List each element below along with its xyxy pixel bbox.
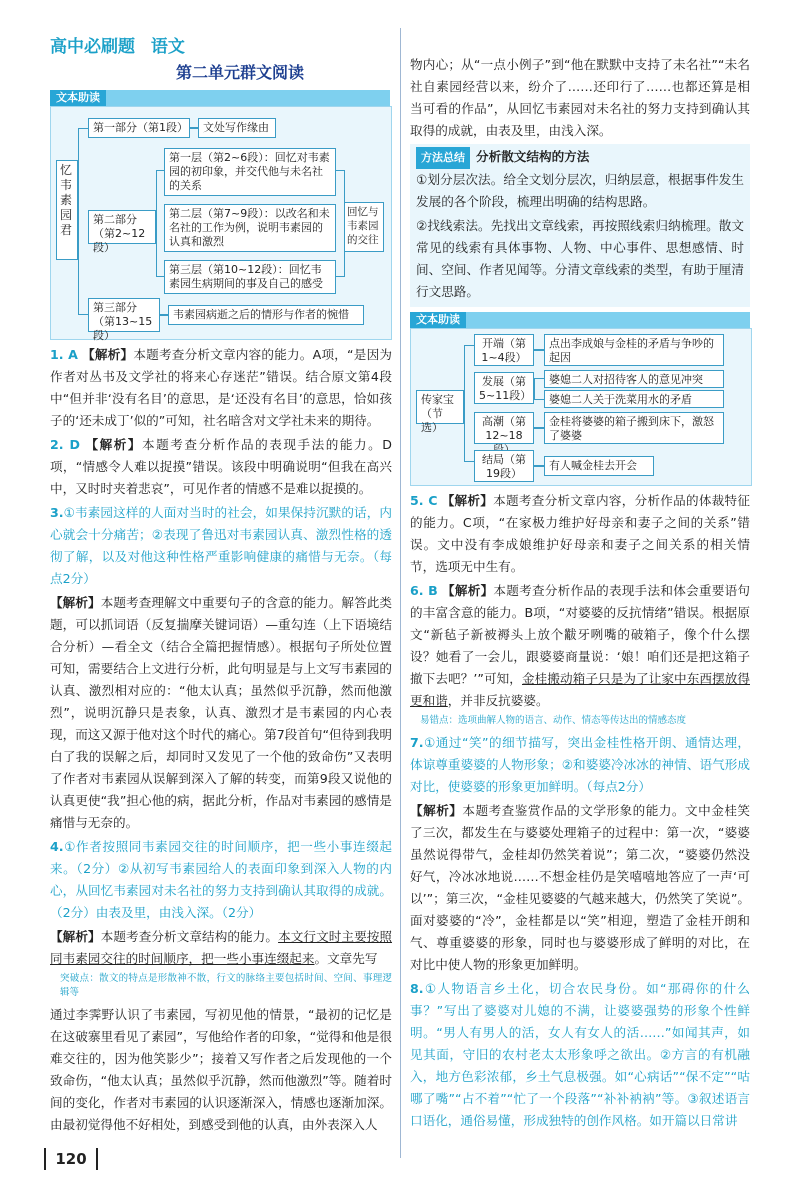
left-answers bbox=[50, 344, 392, 1138]
layer3: 第三层（第10~12段）：回忆韦素园生病期间的事及自己的感受 bbox=[164, 260, 336, 294]
connector bbox=[534, 427, 544, 429]
connector bbox=[190, 127, 198, 129]
layer2: 第二层（第7~9段）：以改名和未名社的工作为例，说明韦素园的认真和激烈 bbox=[164, 204, 336, 252]
analysis-7: 【解析】本题考查鉴赏作品的文学形象的能力。文中金桂笑了三次，都发生在与婆婆处理箱子的过程中：第一次，“婆婆虽然说得带气，金桂却仍然笑着说”；第二次，“婆婆仍然没好气，冷冰冰地说……不想金桂仍是笑嘻嘻地答应了一声‘可以’”；第三次，“金桂见婆婆的气越来越大，仍然笑了笑说”。面对婆婆的“冷”，金桂都是以“笑”相迎，塑造了金桂开朗和气、尊重婆婆的形象，同时也与婆婆形成了鲜明的对比，在对比中使人物的形象更加鲜明。 bbox=[410, 803, 751, 972]
node-opening: 开端（第1~4段） bbox=[474, 334, 534, 366]
connector bbox=[534, 465, 544, 467]
analysis-4-end: 物内心；从“一点小例子”到“他在默默中支持了未名社”“未名社自素园经营以来，纷介了……还印行了……也都还算是相当可看的作品”，从回忆韦素园对未名社的努力支持到确认其取得的成就，由表及里，由浅入深。 bbox=[410, 57, 750, 138]
tag-text-guide: 文本助读 bbox=[410, 312, 466, 328]
part3-label: 第三部分（第13~15段） bbox=[88, 298, 160, 332]
answer-7: 7.①通过“笑”的细节描写，突出金桂性格开朗、通情达理，体谅尊重婆婆的人物形象；②和婆婆冷冰冰的神情、语气形成对比，使婆婆的形象更加鲜明。（每点2分） bbox=[410, 735, 750, 794]
node-development-desc2: 婆媳二人关于洗菜用水的矛盾 bbox=[544, 390, 724, 408]
tag-text-guide: 文本助读 bbox=[50, 90, 106, 106]
map-root: 传家宝（节选） bbox=[416, 390, 464, 424]
node-ending-desc: 有人喊金桂去开会 bbox=[544, 456, 654, 476]
answer-3: 3.①韦素园这样的人面对当时的社会，如果保持沉默的话，内心就会十分痛苦；②表现了鲁迅对韦素园认真、激烈性格的透彻了解，以及对他这种性格严重影响健康的痛惜与无奈。（每点2分） bbox=[50, 505, 392, 586]
part1-label: 第一部分（第1段） bbox=[88, 118, 190, 138]
part3-desc: 韦素园病逝之后的情形与作者的惋惜 bbox=[168, 305, 364, 325]
answer-4: 4.①作者按照同韦素园交往的时间顺序，把一些小事连缀起来。（2分）②从初写韦素园给人的表面印象到深入人物的内心，从回忆韦素园对未名社的努力支持到确认其取得的成就。（2分）由表及里，由浅入深。（2分） bbox=[50, 839, 392, 920]
analysis-4-cont: 通过李霁野认识了韦素园，写初见他的情景，“最初的记忆是在这破寨里看见了素园”，写他给作者的印象，“觉得和他是很难交往的，因为他笑影少”；接着又写作者之后发现他的一个致命伤，“他太认真；虽然似乎沉静，然而他激烈”等。随着时间的变化，作者对韦素园的认识逐渐深入，情感也逐渐加深。由最初觉得他不好相处，到感受到他的认真，由外表深入人 bbox=[50, 1007, 392, 1132]
analysis-4: 【解析】本题考查分析文章结构的能力。本文行文时主要按照同韦素园交往的时间顺序，把一些小事连缀起来。文章先写 bbox=[50, 929, 393, 966]
unit-title: 第二单元群文阅读 bbox=[175, 63, 304, 82]
analysis-3: 【解析】本题考查理解文中重要句子的含意的能力。解答此类题，可以抓词语（反复揣摩关键词语）—重勾连（上下语境结合分析）—看全文（结合全篇把握情感）。根据句子所处位置可知，需要结合上文进行分析，此句明显是与上文写韦素园的认真、激烈相对应的：“他太认真；虽然似乎沉静，然而他激烈”，说明沉静只是表象，认真、激烈才是韦素园的内心表现，而这又源于他对这个时代的痛心。第7段首句“但待到我明白了我的误解之后，却同时又发见了一个他的致命伤”又表明了作者对韦素园从误解到深入了解的转变，而第9段又说他的认真更使“我”担心他的病，据此分析，作品对韦素园的感情是痛惜与无奈的。 bbox=[50, 595, 393, 830]
page-number: 120 bbox=[44, 1148, 98, 1170]
answer-5: 5. C 【解析】本题考查分析文章内容，分析作品的体裁特征的能力。C项，“在家极力维护好母亲和妻子之间的关系”错误。文中没有李成娘维护好母亲和妻子之间关系的相关情节，选项无中生有。 bbox=[410, 493, 750, 574]
method-2: ②找线索法。先找出文章线索，再按照线索归纳梳理。散文常见的线索有具体事物、人物、中心事件、思想感情、时间、空间、作者见闻等。分清文章线索的类型，有助于厘清行文思路。 bbox=[416, 218, 744, 299]
right-answers-bottom bbox=[410, 490, 750, 1134]
answer-1: 1. A 【解析】本题考查分析文章内容的能力。A项，“是因为作者对丛书及文学社的将来心存迷茫”错误。结合原文第4段中“但并非‘没有名目’的意思，是‘还没有名目’的意思，恰如孩子的‘还未成丁’似的”可知，社名暗含对文学社未来的期待。 bbox=[50, 347, 392, 428]
answer-8: 8.①人物语言乡土化，切合农民身份。如“那碍你的什么事？”写出了婆婆对儿媳的不满，让婆婆强势的形象个性鲜明。“男人有男人的活，女人有女人的活……”如闻其声，如见其面，守旧的农村老太太形象呼之欲出。②方言的有机融入，地方色彩浓郁，乡土气息极强。如“心病话”“保不定”“咕哪了嘴”“占不着”“忙了一个段落”“补补衲衲”等。③叙述语言口语化，通俗易懂，形成独特的创作风格。如开篇以日常讲 bbox=[410, 981, 750, 1128]
map-root: 忆韦素园君 bbox=[56, 160, 78, 260]
series-name: 高中必刷题 bbox=[50, 37, 135, 57]
error-prone-note: 易错点：选项曲解人物的语言、动作、情态等传达出的情感态度 bbox=[420, 715, 687, 726]
answer-2: 2. D 【解析】本题考查分析作品的表现手法的能力。D项，“情感令人难以捉摸”错误。该段中明确说明“但我在高兴中，又时时夹着悲哀”，可见作者的情感不是难以捉摸的。 bbox=[50, 437, 393, 496]
column-divider bbox=[400, 28, 401, 1158]
method-summary-box bbox=[410, 144, 750, 307]
part2-summary: 回忆与韦素园的交往 bbox=[344, 202, 384, 252]
breakthrough-note: 突破点：散文的特点是形散神不散，行文的脉络主要包括时间、空间、事理逻辑等 bbox=[60, 973, 392, 998]
connector bbox=[534, 349, 544, 351]
part2-label: 第二部分（第2~12段） bbox=[88, 210, 156, 244]
node-opening-desc: 点出李成娘与金桂的矛盾与争吵的起因 bbox=[544, 334, 724, 366]
part1-desc: 文处写作缘由 bbox=[198, 118, 276, 138]
answer-6: 6. B 【解析】本题考查分析作品的表现手法和体会重要语句的丰富含意的能力。B项，“对婆婆的反抗情绪”错误。根据原文“新毡子新被褥头上放个黻牙咧嘴的破箱子，像个什么摆设？她看了一会儿，跟婆婆商量说：‘娘！咱们还是把这箱子撤下去吧？’”可知，金桂搬动箱子只是为了让家中东西摆放得更和谐，并非反抗婆婆。 bbox=[410, 583, 751, 708]
method-1: ①划分层次法。给全文划分层次，归纳层意，根据事件发生发展的各个阶段，梳理出明确的结构思路。 bbox=[416, 172, 744, 209]
node-climax-desc: 金桂将婆婆的箱子搬到床下，激怒了婆婆 bbox=[544, 412, 724, 444]
method-title: 分析散文结构的方法 bbox=[476, 149, 590, 164]
right-answers-top bbox=[410, 54, 750, 307]
subject-name: 语文 bbox=[150, 37, 185, 57]
node-ending: 结局（第19段） bbox=[474, 450, 534, 482]
node-climax: 高潮（第12~18 bbox=[474, 412, 534, 444]
book-header bbox=[50, 32, 210, 58]
layer1: 第一层（第2~6段）：回忆对韦素园的初印象，并交代他与未名社的关系 bbox=[164, 148, 336, 196]
connector bbox=[160, 314, 168, 316]
method-tag: 方法总结 bbox=[416, 147, 470, 169]
node-development: 发展（第5~11段） bbox=[474, 372, 534, 404]
node-development-desc1: 婆媳二人对招待客人的意见冲突 bbox=[544, 370, 724, 388]
